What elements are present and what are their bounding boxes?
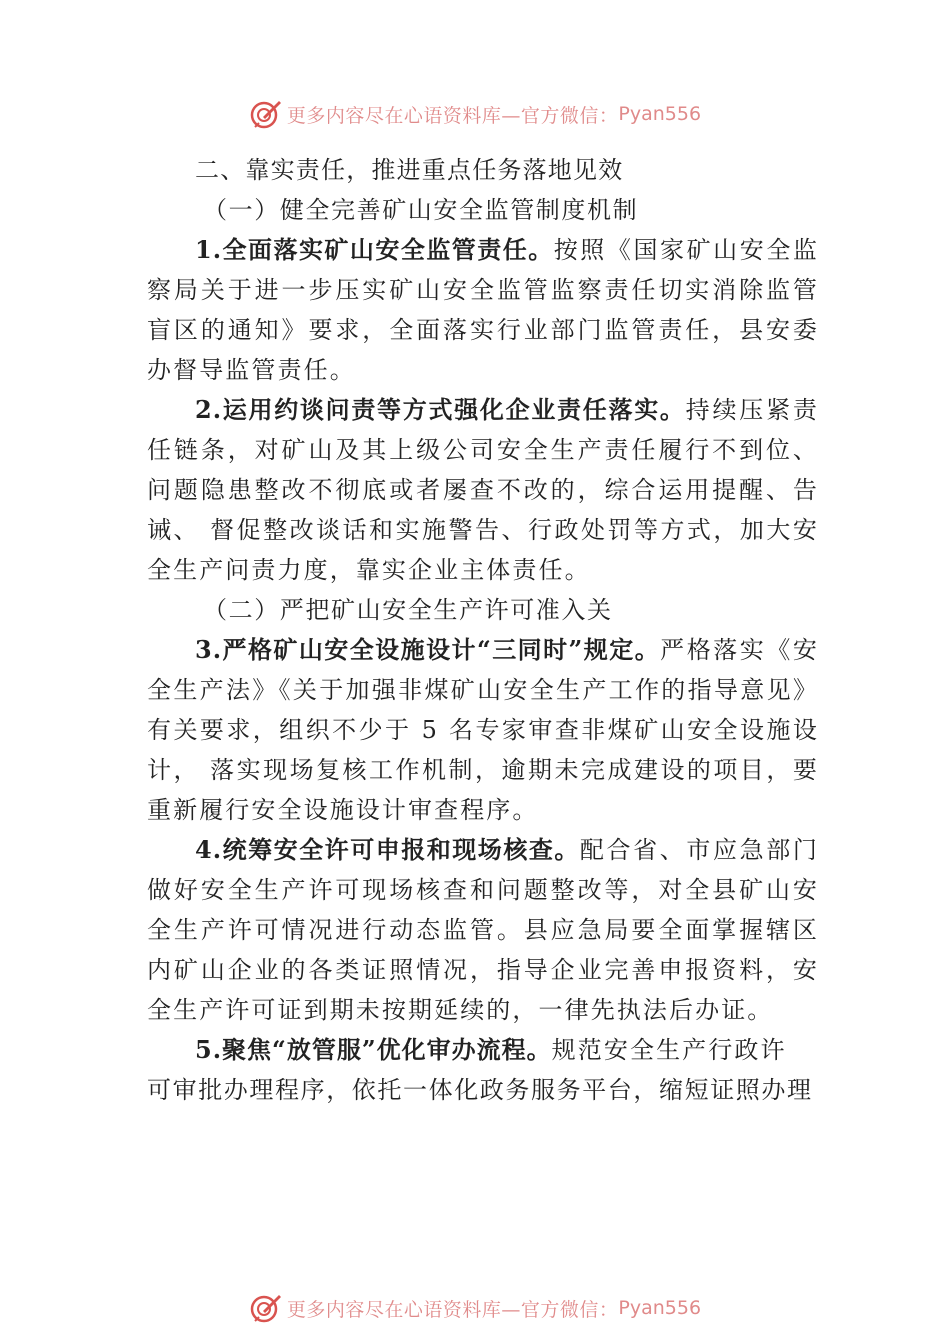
paragraph-5: [147, 1030, 819, 1070]
paragraph-3-body: 严格落实《安全生产法》《关于加强非煤矿山安全生产工作的指导意见》有关要求，组织不少于 5 名专家审查非煤矿山安全设施设计， 落实现场复核工作机制，逾期未完成建设的项目，要重新履行安全设施设计审查程序。: [147, 636, 819, 824]
paragraph-4-body: 配合省、市应急部门做好安全生产许可现场核查和问题整改等，对全县矿山安全生产许可情况进行动态监管。县应急局要全面掌握辖区内矿山企业的各类证照情况，指导企业完善申报资料，安全生产许可证到期未按期延续的，一律先执法后办证。: [147, 836, 819, 1024]
paragraph-5-body: 规范安全生产行政许: [551, 1036, 787, 1064]
subsection-title-2: （二）严把矿山安全生产许可准入关: [203, 596, 613, 624]
paragraph-5-continued: 可审批办理程序，依托一体化政务服务平台，缩短证照办理: [147, 1076, 813, 1104]
paragraph-5-lead: 5.聚焦“放管服”优化审办流程。: [195, 1035, 552, 1064]
document-body: [147, 150, 819, 1110]
pen-logo-icon: [249, 97, 283, 131]
header-banner-text: 更多内容尽在心语资料库—官方微信：: [286, 104, 619, 127]
footer-banner-text: 更多内容尽在心语资料库—官方微信：: [286, 1298, 619, 1321]
paragraph-2-lead: 2.运用约谈问责等方式强化企业责任落实。: [195, 395, 686, 424]
paragraph-1-lead: 1.全面落实矿山安全监管责任。: [195, 235, 554, 264]
paragraph-3: [147, 630, 819, 830]
header-banner-wechat-id: Pyan556: [618, 103, 702, 125]
paragraph-2: [147, 390, 819, 590]
paragraph-1: [147, 230, 819, 390]
paragraph-3-lead: 3.严格矿山安全设施设计“三同时”规定。: [195, 635, 661, 664]
paragraph-4: [147, 830, 819, 1030]
paragraph-4-lead: 4.统筹安全许可申报和现场核查。: [195, 835, 580, 864]
paragraph-2-body: 持续压紧责任链条，对矿山及其上级公司安全生产责任履行不到位、问题隐患整改不彻底或者屡查不改的，综合运用提醒、告诫、 督促整改谈话和实施警告、行政处罚等方式，加大安全生产问责力度，靠实企业主体责任。: [147, 396, 819, 584]
footer-banner: [0, 1290, 950, 1326]
header-banner: [0, 96, 950, 132]
paragraph-1-body: 按照《国家矿山安全监察局关于进一步压实矿山安全监管监察责任切实消除监管盲区的通知》要求，全面落实行业部门监管责任，县安委办督导监管责任。: [147, 236, 819, 384]
pen-logo-icon: [249, 1291, 283, 1325]
footer-banner-wechat-id: Pyan556: [618, 1297, 702, 1319]
section-title: 二、靠实责任，推进重点任务落地见效: [195, 156, 624, 184]
subsection-title-1: （一）健全完善矿山安全监管制度机制: [203, 196, 639, 224]
